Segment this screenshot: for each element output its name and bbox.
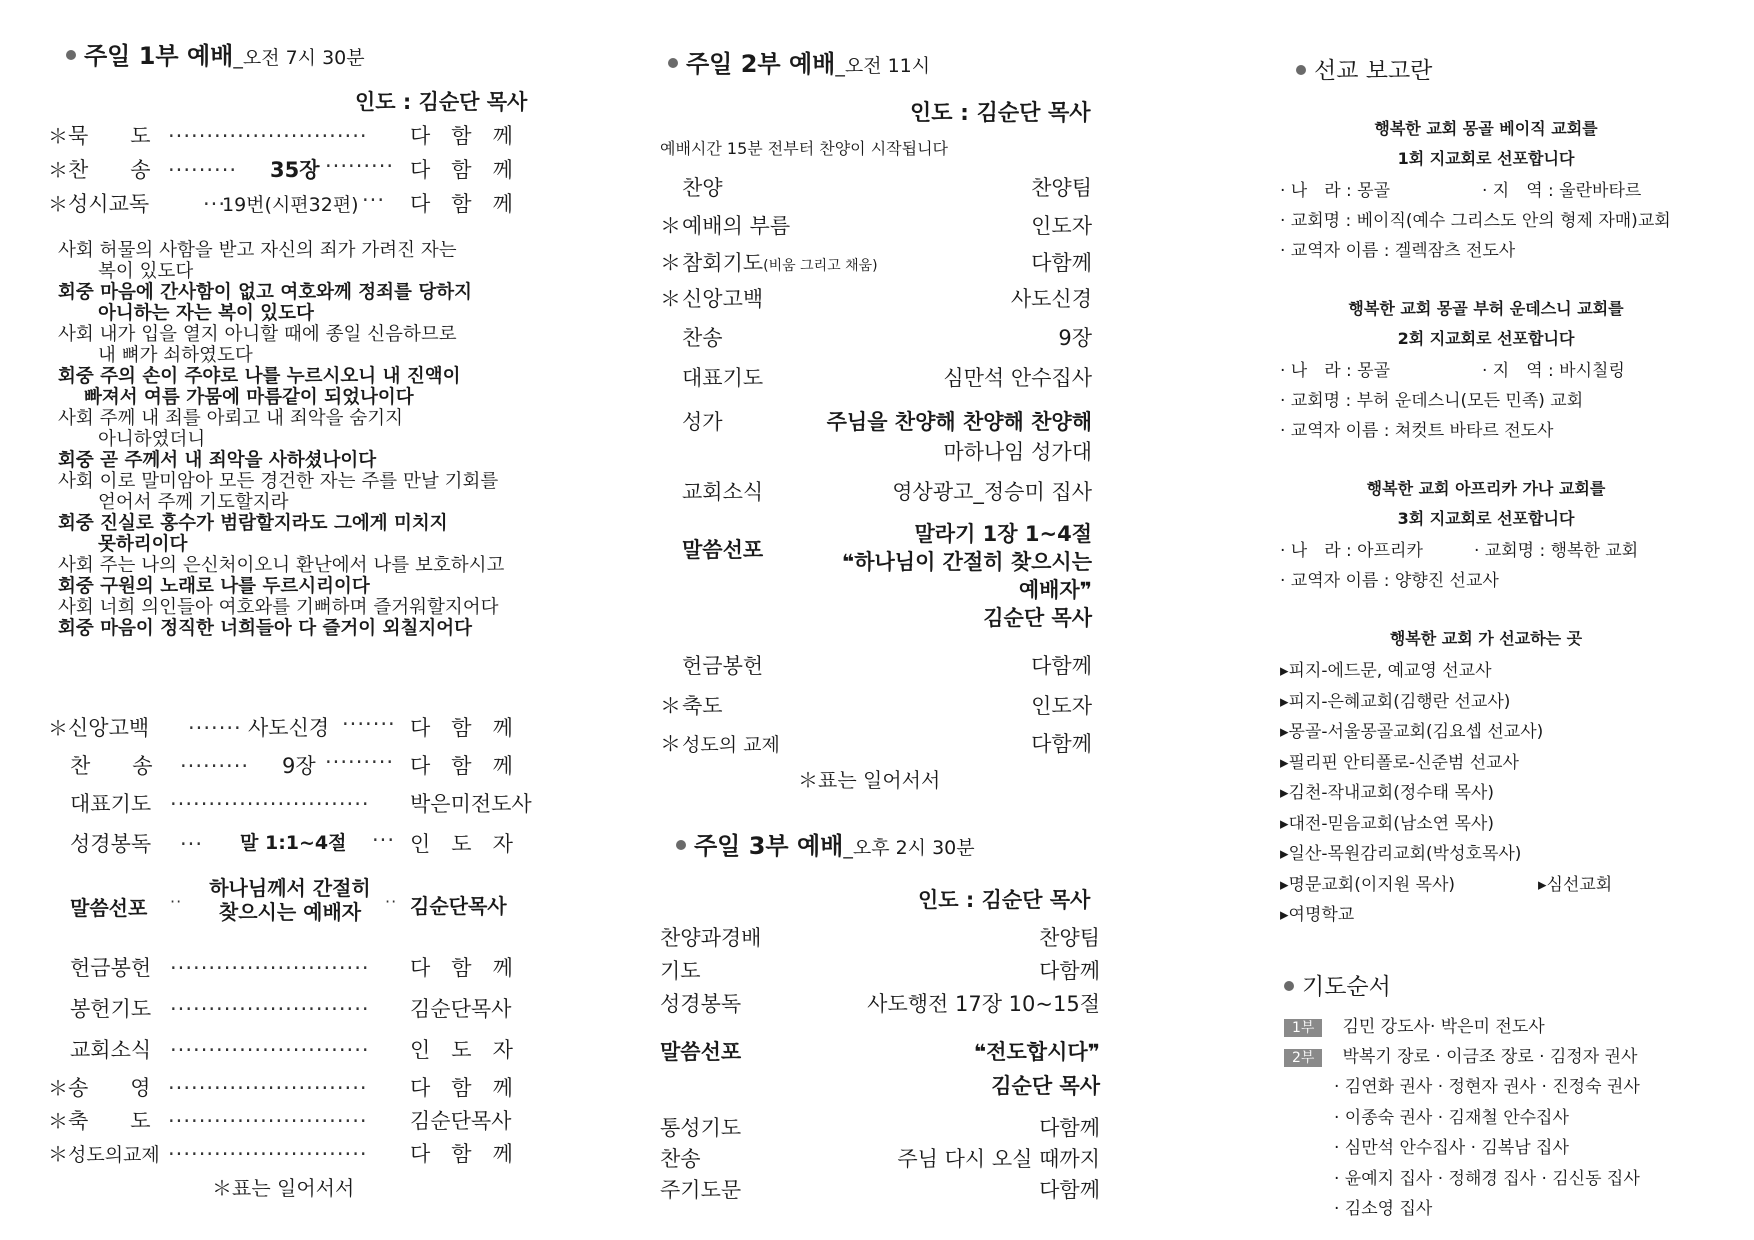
order-row: 헌금봉헌 ·························· <box>70 952 370 982</box>
report-line: · 교역자 이름 : 쳐컷트 바타르 전도사 <box>1280 421 1554 441</box>
mission-list <box>1280 656 1543 931</box>
order-name: 축도 <box>682 694 723 718</box>
mission-report-heading <box>1296 52 1432 85</box>
report-heading: 행복한 교회 아프리카 가나 교회를 <box>1366 479 1606 498</box>
report-heading: 행복한 교회 몽골 베이직 교회를 <box>1374 119 1598 138</box>
standing-mark: ＊ <box>48 192 68 216</box>
standing-mark: ＊ <box>660 287 681 311</box>
prayer-names: · 이종숙 권사 · 김재철 안수집사 <box>1334 1107 1569 1128</box>
report-line: · 교회명 : 베이직(예수 그리스도 안의 형제 자매)교회 <box>1280 211 1671 231</box>
order-row <box>660 210 790 240</box>
order-row: 대표기도 ·························· <box>70 788 370 818</box>
reading-line: 사회 주는 나의 은신처이오니 환난에서 나를 보호하시고 <box>58 555 505 576</box>
order-note: (비움 그리고 채움) <box>763 258 878 274</box>
order-row: ＊찬 송 ········· <box>48 154 237 184</box>
list-item: ▸명문교회(이지원 목사) <box>1280 874 1455 895</box>
sermon-preacher: 김순단 목사 <box>991 1074 1100 1098</box>
order-name: 성도의 교제 <box>682 734 780 756</box>
service-badge: 1부 <box>1284 1019 1322 1037</box>
list-item: ▸피지-에드문, 예교영 선교사 <box>1280 661 1492 681</box>
sermon-title <box>195 876 385 924</box>
order-who: 다함께 <box>1039 1116 1100 1140</box>
order-who: 인 도 자 <box>410 832 513 856</box>
standing-mark: ＊ <box>48 158 68 182</box>
order-who: 다 함 께 <box>410 754 513 778</box>
order-row: 교회소식 ·························· <box>70 1034 370 1064</box>
order-who: 다함께 <box>1039 1178 1100 1202</box>
bullet-icon <box>66 50 76 60</box>
report-line: · 교회명 : 행복한 교회 <box>1474 541 1639 561</box>
order-who: 사도행전 17장 10~15절 <box>867 992 1100 1016</box>
reading-line: 사회 너희 의인들아 여호와를 기뻐하며 즐거워할지어다 <box>58 597 499 618</box>
reading-line: 내 뼈가 쇠하였도다 <box>98 345 253 366</box>
order-row <box>660 283 763 313</box>
standing-mark: ＊ <box>660 732 681 756</box>
prayer-names: · 김연화 권사 · 정현자 권사 · 진정숙 권사 <box>1334 1077 1640 1097</box>
order-who: 다함께 <box>1039 959 1100 983</box>
order-row: 찬 송 ········· <box>70 750 249 780</box>
standing-mark: ＊ <box>660 694 681 718</box>
sermon-passage: 말라기 1장 1~4절 <box>914 522 1092 546</box>
order-who: 다 함 께 <box>410 158 513 182</box>
choir-name: 마하나임 성가대 <box>943 440 1092 464</box>
order-name: 대표기도 <box>682 366 764 390</box>
order-name: 성경봉독 <box>70 832 152 856</box>
order-name: 성경봉독 <box>660 992 742 1016</box>
order-row <box>660 322 723 352</box>
service-2-leader: 인도 : 김순단 목사 <box>910 101 1091 126</box>
sermon-preacher: 김순단 목사 <box>983 606 1092 630</box>
prayer-names: 김민 강도사· 박은미 전도사 <box>1342 1017 1545 1037</box>
order-row: ＊성시교독 ··· <box>48 188 226 218</box>
order-who: 사도신경 <box>1010 287 1092 311</box>
report-line: · 나 라 : 몽골 <box>1280 361 1391 381</box>
sermon-title-line: 찾으시는 예배자 <box>218 900 362 924</box>
list-item: ▸몽골-서울몽골교회(김요셉 선교사) <box>1280 722 1544 742</box>
reading-line: 회중 구원의 노래로 나를 두르시리이다 <box>58 576 370 597</box>
reading-line: 얻어서 주께 기도할지라 <box>98 492 289 513</box>
choir-song: 주님을 찬양해 찬양해 찬양해 <box>826 410 1092 434</box>
service-3-title: 주일 3부 예배 <box>694 832 844 860</box>
order-name: 교회소식 <box>70 1038 152 1062</box>
reading-line: 회중 주의 손이 주야로 나를 누르시오니 내 진액이 <box>58 366 461 387</box>
order-name: 찬양과경배 <box>660 926 762 950</box>
list-item: ▸여명학교 <box>1280 905 1355 925</box>
reading-line: 사회 내가 입을 열지 아니할 때에 종일 신음하므로 <box>58 324 457 345</box>
standing-note: ＊표는 일어서서 <box>798 768 941 792</box>
service-3-heading <box>676 826 975 861</box>
order-mid: 35장 <box>270 158 320 182</box>
prayer-more <box>1334 1072 1640 1225</box>
sermon-label: 말씀선포 <box>70 896 148 920</box>
order-who: 찬양팀 <box>1039 926 1100 950</box>
order-name: 축 도 <box>68 1109 151 1133</box>
prayer-names: 박복기 장로 · 이금조 장로 · 김정자 권사 <box>1342 1047 1638 1067</box>
order-who: 다함께 <box>1031 251 1092 275</box>
list-item: ▸김천-작내교회(정수태 목사) <box>1280 783 1494 803</box>
reading-line: 회중 곧 주께서 내 죄악을 사하셨나이다 <box>58 450 377 471</box>
standing-mark: ＊ <box>48 716 68 740</box>
list-item: ▸심선교회 <box>1538 875 1613 895</box>
standing-mark: ＊ <box>660 251 681 275</box>
order-name: 헌금봉헌 <box>682 654 764 678</box>
reading-line: 아니하는 자는 복이 있도다 <box>98 303 314 324</box>
reading-line: 사회 이로 말미암아 모든 경건한 자는 주를 만날 기회를 <box>58 471 499 492</box>
prayer-order-heading <box>1284 968 1391 1001</box>
service-1-leader: 인도 : 김순단 목사 <box>355 90 528 114</box>
order-row <box>660 247 878 277</box>
report-heading: 2회 지교회로 선포합니다 <box>1397 329 1575 348</box>
order-who: 인 도 자 <box>410 1038 513 1062</box>
prayer-names: · 김소영 집사 <box>1334 1199 1433 1219</box>
sermon-preacher: 김순단목사 <box>410 894 507 918</box>
report-heading: 행복한 교회 몽골 부허 운데스니 교회를 <box>1348 299 1624 318</box>
service-1-title: 주일 1부 예배 <box>84 42 234 70</box>
order-row <box>660 172 723 202</box>
order-who: 다 함 께 <box>410 716 513 740</box>
reading-line: 사회 주께 내 죄를 아뢰고 내 죄악을 숨기지 <box>58 408 403 429</box>
bullet-icon <box>1296 65 1306 75</box>
order-name: 성시교독 <box>68 192 150 216</box>
prayer-row <box>1284 1012 1545 1037</box>
order-name: 찬양 <box>682 176 723 200</box>
order-who: 인도자 <box>1031 214 1092 238</box>
order-who: 다함께 <box>1031 654 1092 678</box>
order-row <box>660 690 723 720</box>
service-badge: 2부 <box>1284 1049 1322 1067</box>
order-name: 묵 도 <box>68 124 151 148</box>
bullet-icon <box>1284 981 1294 991</box>
order-who: 영상광고_정승미 집사 <box>892 480 1092 504</box>
order-name: 교회소식 <box>682 480 764 504</box>
order-mid: 사도신경 <box>248 716 330 740</box>
report-line: · 교역자 이름 : 양향진 선교사 <box>1280 571 1499 591</box>
list-item: ▸피지-은혜교회(김행란 선교사) <box>1280 691 1511 712</box>
report-heading: 1회 지교회로 선포합니다 <box>1397 149 1575 168</box>
report-line: · 교역자 이름 : 겔렉잠츠 전도사 <box>1280 241 1516 261</box>
order-name: 찬 송 <box>70 754 153 778</box>
list-item: ▸필리핀 안티폴로-신준범 선교사 <box>1280 752 1519 773</box>
prayer-names: · 윤예지 집사 · 정해경 집사 · 김신동 집사 <box>1334 1168 1640 1189</box>
sermon-title: ❝전도합시다❞ <box>973 1040 1100 1064</box>
prayer-order-title: 기도순서 <box>1302 974 1391 1000</box>
order-name: 헌금봉헌 <box>70 956 152 980</box>
reading-line: 사회 허물의 사함을 받고 자신의 죄가 가려진 자는 <box>58 240 457 261</box>
prayer-row <box>1284 1042 1637 1067</box>
list-item: ▸대전-믿음교회(남소연 목사) <box>1280 813 1494 834</box>
order-mid: 9장 <box>282 754 316 778</box>
order-name: 참회기도 <box>682 251 764 275</box>
order-who: 박은미전도사 <box>410 792 532 816</box>
order-who: 다 함 께 <box>410 1076 513 1100</box>
order-who: 김순단목사 <box>410 1109 512 1133</box>
order-row: 성경봉독 ··· <box>70 828 203 858</box>
order-name: 대표기도 <box>70 792 152 816</box>
order-mid: 말 1:1~4절 <box>240 832 347 854</box>
report-line: · 나 라 : 아프리카 <box>1280 541 1423 561</box>
service-2-title: 주일 2부 예배 <box>686 50 836 78</box>
sermon-detail <box>780 520 1092 632</box>
mission-places-heading: 행복한 교회 가 선교하는 곳 <box>1389 629 1583 648</box>
bullet-icon <box>676 840 686 850</box>
service-2-heading <box>668 44 930 79</box>
order-name: 신앙고백 <box>68 716 150 740</box>
sermon-title-line: 하나님께서 간절히 <box>209 876 371 900</box>
order-name: 기도 <box>660 959 701 983</box>
order-row <box>660 728 780 758</box>
order-name: 통성기도 <box>660 1116 742 1140</box>
order-who: 다 함 께 <box>410 1142 513 1166</box>
reading-line: 못하리이다 <box>98 534 188 555</box>
sermon-title-line: ❝하나님이 간절히 찾으시는 <box>841 550 1092 574</box>
report-line: · 교회명 : 부허 운데스니(모든 민족) 교회 <box>1280 391 1584 411</box>
sermon-title-line: 예배자❞ <box>1018 578 1092 602</box>
order-name: 봉헌기도 <box>70 997 152 1021</box>
order-mid: 19번(시편32편) <box>222 194 359 216</box>
order-who: 주님 다시 오실 때까지 <box>897 1147 1100 1171</box>
standing-mark: ＊ <box>48 1076 68 1100</box>
order-who: 다 함 께 <box>410 956 513 980</box>
report-line: · 지 역 : 울란바타르 <box>1482 181 1642 201</box>
order-row: ＊성도의교제 ·························· <box>48 1142 368 1166</box>
order-row: ＊신앙고백 ······· <box>48 712 242 742</box>
order-who: 찬양팀 <box>1031 176 1092 200</box>
order-row: ＊묵 도 ·························· <box>48 120 368 150</box>
choir-label: 성가 <box>682 410 723 434</box>
order-who: 다 함 께 <box>410 124 513 148</box>
order-who: 다함께 <box>1031 732 1092 756</box>
mission-report-title: 선교 보고란 <box>1314 58 1433 84</box>
service-3-time: _오후 2시 30분 <box>843 837 975 859</box>
order-who: 김순단목사 <box>410 997 512 1021</box>
worship-notice: 예배시간 15분 전부터 찬양이 시작됩니다 <box>660 139 948 158</box>
order-name: 송 영 <box>68 1076 151 1100</box>
order-name: 찬송 <box>660 1147 701 1171</box>
order-row <box>660 650 763 680</box>
service-1-time: _오전 7시 30분 <box>233 47 365 69</box>
reading-line: 회중 마음에 간사함이 없고 여호와께 정죄를 당하지 <box>58 282 472 303</box>
standing-mark: ＊ <box>48 1109 68 1133</box>
prayer-names: · 심만석 안수집사 · 김복남 집사 <box>1334 1138 1569 1158</box>
standing-note: ＊표는 일어서서 <box>212 1176 355 1200</box>
service-1-heading <box>66 36 365 71</box>
order-name: 찬 송 <box>68 158 151 182</box>
order-who: 9장 <box>1058 326 1092 350</box>
reading-line: 빠져서 여름 가뭄에 마름같이 되었나이다 <box>84 387 414 408</box>
sermon-label: 말씀선포 <box>660 1040 742 1064</box>
order-name: 성도의교제 <box>68 1144 160 1166</box>
list-item: ▸일산-목원감리교회(박성호목사) <box>1280 844 1522 864</box>
reading-line: 아니하였더니 <box>98 429 206 450</box>
standing-mark: ＊ <box>48 124 68 148</box>
reading-line: 복이 있도다 <box>98 261 194 282</box>
order-who: 다 함 께 <box>410 192 513 216</box>
standing-mark: ＊ <box>660 214 681 238</box>
order-row: ＊축 도 ·························· <box>48 1105 368 1135</box>
order-name: 찬송 <box>682 326 723 350</box>
service-3-leader: 인도 : 김순단 목사 <box>918 888 1091 912</box>
order-name: 예배의 부름 <box>682 214 791 238</box>
bullet-icon <box>668 58 678 68</box>
responsive-reading <box>58 240 504 639</box>
report-line: · 나 라 : 몽골 <box>1280 181 1391 201</box>
sermon-label: 말씀선포 <box>682 538 764 562</box>
reading-line: 회중 진실로 홍수가 범람할지라도 그에게 미치지 <box>58 513 448 534</box>
report-line: · 지 역 : 바시칠링 <box>1482 361 1625 381</box>
order-who: 인도자 <box>1031 694 1092 718</box>
service-2-time: _오전 11시 <box>835 55 931 77</box>
order-row: ＊송 영 ·························· <box>48 1072 368 1102</box>
report-heading: 3회 지교회로 선포합니다 <box>1397 509 1575 528</box>
order-row: 봉헌기도 ·························· <box>70 993 370 1023</box>
reading-line: 회중 마음이 정직한 너희들아 다 즐거이 외칠지어다 <box>58 618 472 639</box>
order-row <box>660 362 763 392</box>
order-name: 주기도문 <box>660 1178 742 1202</box>
order-who: 심만석 안수집사 <box>943 366 1092 390</box>
order-name: 신앙고백 <box>682 287 764 311</box>
standing-mark: ＊ <box>48 1142 68 1166</box>
